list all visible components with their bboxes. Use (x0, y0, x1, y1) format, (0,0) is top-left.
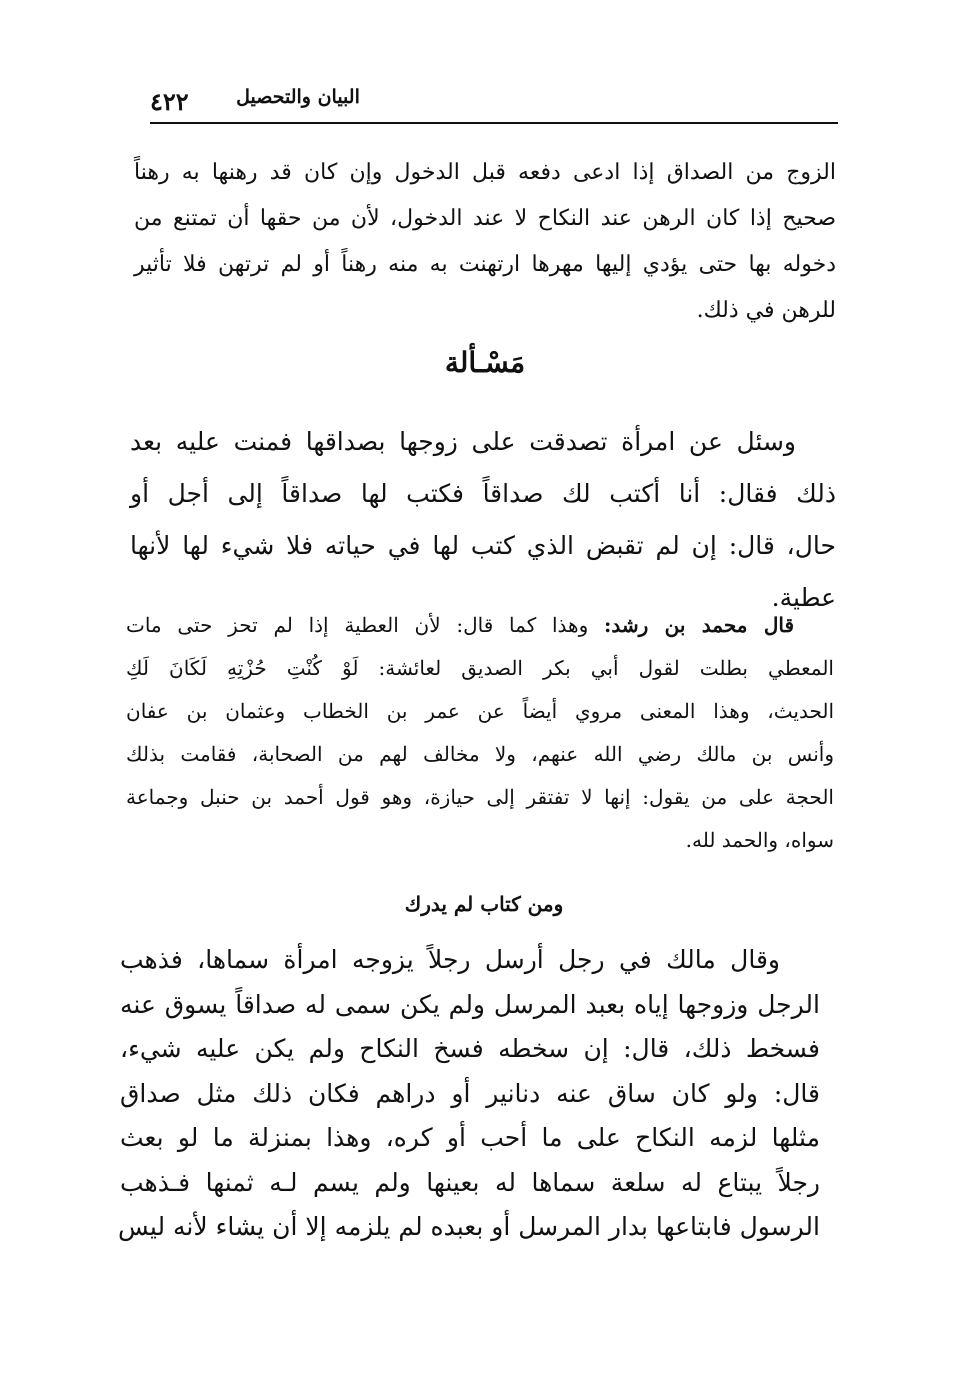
text-line: فسخط ذلك، قال: إن سخطه فسخ النكاح ولم يكن عليه شيء، (120, 1034, 820, 1063)
question-paragraph (130, 416, 836, 624)
text-line: رجلاً يبتاع له سلعة سماها له بعينها ولم يسم لـه ثمنها فـذهب (120, 1167, 820, 1197)
text-line: صحيح إذا كان الرهن عند النكاح لا عند الدخول، لأن من حقها أن تمتنع من (134, 206, 836, 231)
text-line: الزوج من الصداق إذا ادعى دفعه قبل الدخول وإن كان قد رهنها به رهناً (134, 160, 836, 185)
text-line: الحديث، وهذا المعنى مروي أيضاً عن عمر بن الخطاب وعثمان بن عفان (126, 699, 834, 723)
page-number: ٤٢٢ (150, 87, 189, 116)
text-line: الرجل وزوجها إياه بعبد المرسل ولم يكن سمى له صداقاً يسوق عنه (120, 989, 820, 1019)
text-line (126, 604, 834, 647)
section-heading: ومن كتاب لم يدرك (404, 892, 564, 916)
paragraph-continuation (134, 150, 836, 334)
running-header (150, 78, 838, 124)
text-line: مثلها لزمه النكاح على ما أحب أو كره، وهذا بمنزلة ما لو بعث (120, 1123, 820, 1152)
text-line: حال، قال: إن لم تقبض الذي كتب لها في حياته فلا شيء لها لأنها (130, 531, 836, 560)
commentary-paragraph (126, 604, 834, 862)
text-line: عطية. (771, 583, 836, 612)
masala-heading: مَسْـألة (444, 346, 526, 379)
text-line: قال: ولو كان ساق عنه دنانير أو دراهم فكان ذلك مثل صداق (120, 1078, 820, 1108)
text-fragment: وهذا كما قال: لأن العطية إذا لم تحز حتى مات (126, 613, 589, 637)
book-title: البيان والتحصيل (236, 86, 360, 108)
text-line: سواه، والحمد لله. (685, 828, 834, 852)
text-line: ذلك فقال: أنا أكتب لك صداقاً فكتب لها صداقاً إلى أجل أو (130, 479, 836, 508)
narration-paragraph (120, 938, 820, 1250)
commentator-name: قال محمد بن رشد: (604, 613, 794, 637)
text-line: المعطي بطلت لقول أبي بكر الصديق لعائشة: لَوْ كُنْتِ حُزْتِهِ لَكَانَ لَكِ (126, 656, 834, 680)
text-line: الرسول فابتاعها بدار المرسل أو بعبده لم يلزمه إلا أن يشاء لأنه ليس (118, 1212, 820, 1241)
text-line: وسئل عن امرأة تصدقت على زوجها بصداقها فمنت عليه بعد (130, 427, 796, 456)
text-line: للرهن في ذلك. (696, 298, 836, 323)
text-line: وأنس بن مالك رضي الله عنهم، ولا مخالف لهم من الصحابة، فقامت بذلك (126, 742, 834, 766)
text-line: وقال مالك في رجل أرسل رجلاً يزوجه امرأة سماها، فذهب (120, 945, 780, 974)
text-line: الحجة على من يقول: إنها لا تفتقر إلى حيازة، وهو قول أحمد بن حنبل وجماعة (126, 785, 834, 809)
text-line: دخوله بها حتى يؤدي إليها مهرها ارتهنت به منه رهناً أو لم ترتهن فلا تأثير (134, 252, 836, 277)
